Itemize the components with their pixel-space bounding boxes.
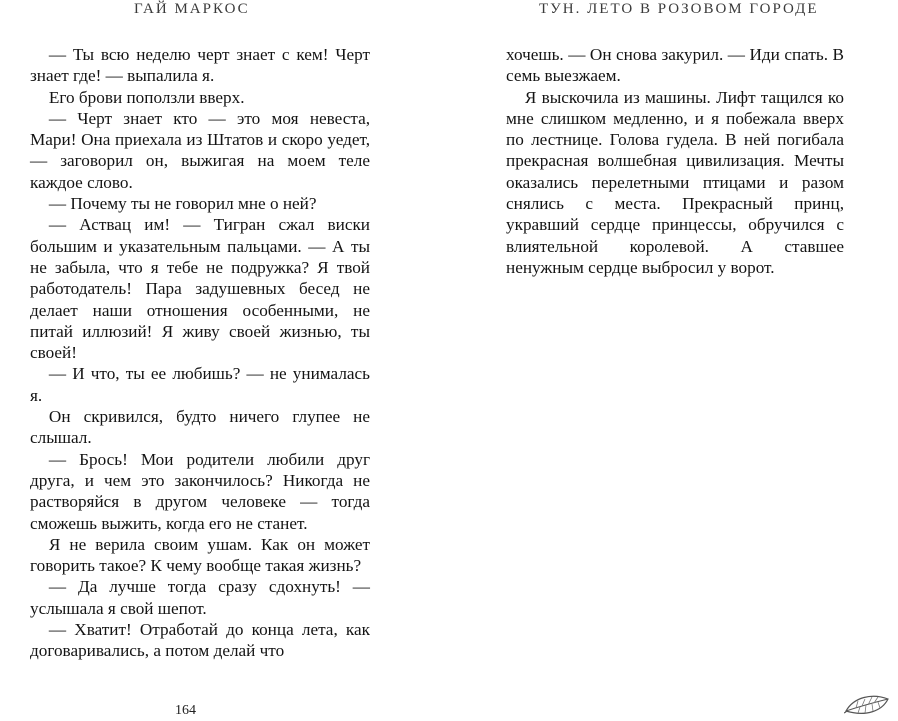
paragraph: — Почему ты не говорил мне о ней? [48,194,317,214]
paragraph: — И что, ты ее любишь? — не унималась я. [30,364,370,405]
paragraph: Он скривился, будто ничего глупее не слышал. [30,407,370,448]
paragraph: — Черт знает кто — это моя невеста, Мари! Она приехала из Штатов и скоро уедет, — заговорил он, выжигая на моем теле каждое слово. [30,108,370,192]
paragraph: — Аствац им! — Тигран сжал виски большим и указательным пальцами. — А ты не забыла, что я тебе не подружка? Я твой работодатель! Пара задушевных бесед не делает наши отношения особенными, не питай иллюзий! Я живу своей жизнью, ты своей! [30,215,370,363]
right-text-block [506,44,844,278]
paragraph: Его брови поползли вверх. [48,87,245,107]
paragraph: Я выскочила из машины. Лифт тащился ко мне слишком медленно, и я побежала вверх по лестнице. Голова гудела. В ней погибала прекрасная волшебная цивилизация. Мечты оказались перелетными птицами и разом снялись с места. Прекрасный принц, укравший сердце принцессы, обручился с влиятельной королевой. А ставшее ненужным сердце выбросил у ворот. [506,87,844,277]
paragraph: — Ты всю неделю черт знает с кем! Черт знает где! — выпалила я. [30,45,370,86]
paragraph: — Хватит! Отработай до конца лета, как договаривались, а потом делай что [30,620,370,661]
paragraph: Я не верила своим ушам. Как он может говорить такое? К чему вообще такая жизнь? [30,534,370,576]
paragraph: хочешь. — Он снова закурил. — Иди спать. В семь выезжаем. [506,45,844,86]
paragraph: — Брось! Мои родители любили друг друга, и чем это закончилось? Никогда не растворяйся в другом человеке — тогда сможешь выжить, когда его не станет. [30,449,370,533]
right-running-head: ТУН. ЛЕТО В РОЗОВОМ ГОРОДЕ [539,1,819,17]
page-number: 164 [175,703,196,718]
left-text-block [30,44,370,662]
right-page [449,0,898,721]
paragraph: — Да лучше тогда сразу сдохнуть! — услышала я свой шепот. [30,577,370,618]
leaf-icon [844,689,892,721]
left-running-head: ГАЙ МАРКОС [134,1,250,17]
